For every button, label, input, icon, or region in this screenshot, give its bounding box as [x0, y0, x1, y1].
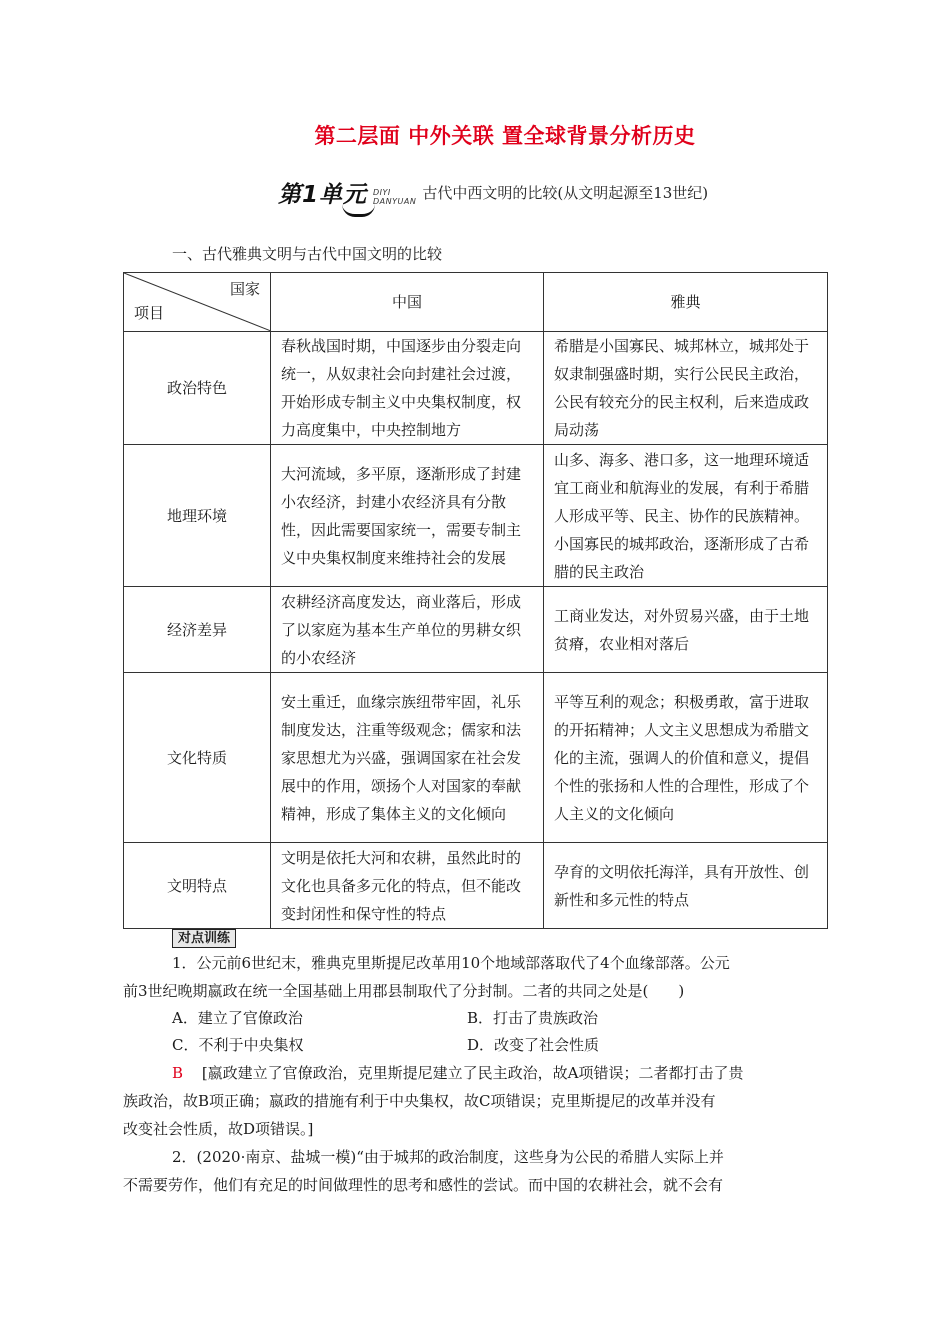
table-row [124, 332, 828, 445]
athens-cell: 工商业发达，对外贸易兴盛，由于土地贫瘠，农业相对落后 [544, 587, 828, 673]
comparison-table [123, 272, 828, 929]
question-1-line-1: 1．公元前6世纪末，雅典克里斯提尼改革用10个地域部落取代了4个血缘部落。公元 [172, 954, 730, 972]
table-row [124, 673, 828, 843]
unit-subtitle: 古代中西文明的比较(从文明起源至13世纪) [422, 183, 709, 202]
table-row [124, 587, 828, 673]
unit-header [278, 172, 708, 212]
athens-cell: 平等互利的观念；积极勇敢，富于进取的开拓精神；人文主义思想成为希腊文化的主流，强调人的价值和意义，提倡个性的张扬和人性的合理性，形成了个人主义的文化倾向 [544, 673, 828, 843]
answer-explanation-line-2: 族政治，故B项正确；嬴政的措施有利于中央集权，故C项错误；克里斯提尼的改革并没有 [123, 1092, 716, 1110]
athens-cell: 孕育的文明依托海洋，具有开放性、创新性和多元性的特点 [544, 843, 828, 929]
table-corner-cell [124, 273, 271, 332]
athens-cell: 希腊是小国寡民、城邦林立，城邦处于奴隶制强盛时期，实行公民民主政治，公民有较充分的民主权利，后来造成政局动荡 [544, 332, 828, 445]
unit-pinyin [373, 188, 416, 206]
option-b: B．打击了贵族政治 [467, 1009, 599, 1027]
table-row [124, 445, 828, 587]
page-title: 第二层面 中外关联 置全球背景分析历史 [314, 124, 696, 148]
column-header-china: 中国 [271, 273, 544, 332]
question-2-line-2: 不需要劳作，他们有充足的时间做理性的思考和感性的尝试。而中国的农耕社会，就不会有 [123, 1176, 724, 1194]
option-a: A．建立了官僚政治 [172, 1009, 303, 1027]
row-label: 政治特色 [124, 332, 271, 445]
corner-label-item: 项目 [134, 304, 165, 322]
row-label: 经济差异 [124, 587, 271, 673]
question-2-line-1: 2．(2020·南京、盐城一模)“由于城邦的政治制度，这些身为公民的希腊人实际上并 [172, 1148, 724, 1166]
practice-tag: 对点训练 [172, 929, 236, 948]
china-cell: 文明是依托大河和农耕，虽然此时的文化也具备多元化的特点，但不能改变封闭性和保守性的特点 [271, 843, 544, 929]
table-row [124, 843, 828, 929]
china-cell: 春秋战国时期，中国逐步由分裂走向统一，从奴隶社会向封建社会过渡，开始形成专制主义中央集权制度，权力高度集中，中央控制地方 [271, 332, 544, 445]
question-1-line-2: 前3世纪晚期嬴政在统一全国基础上用郡县制取代了分封制。二者的共同之处是( ) [123, 982, 685, 1000]
column-header-athens: 雅典 [544, 273, 828, 332]
answer-explanation-line-1 [172, 1058, 744, 1088]
table-header-row [124, 273, 828, 332]
option-c: C．不利于中央集权 [172, 1036, 304, 1054]
row-label: 地理环境 [124, 445, 271, 587]
corner-label-country: 国家 [229, 280, 260, 298]
row-label: 文化特质 [124, 673, 271, 843]
answer-explanation-line-3: 改变社会性质，故D项错误。] [123, 1120, 314, 1138]
china-cell: 大河流域，多平原，逐渐形成了封建小农经济，封建小农经济具有分散性，因此需要国家统一，需要专制主义中央集权制度来维持社会的发展 [271, 445, 544, 587]
china-cell: 安土重迁，血缘宗族纽带牢固，礼乐制度发达，注重等级观念；儒家和法家思想尤为兴盛，强调国家在社会发展中的作用，颂扬个人对国家的奉献精神，形成了集体主义的文化倾向 [271, 673, 544, 843]
unit-pinyin-line1: DIYI [373, 188, 391, 197]
china-cell: 农耕经济高度发达，商业落后，形成了以家庭为基本生产单位的男耕女织的小农经济 [271, 587, 544, 673]
answer-letter: B [172, 1064, 184, 1082]
section-heading: 一、古代雅典文明与古代中国文明的比较 [172, 245, 443, 263]
option-d: D．改变了社会性质 [467, 1036, 600, 1054]
row-label: 文明特点 [124, 843, 271, 929]
explanation-text: [嬴政建立了官僚政治，克里斯提尼建立了民主政治，故A项错误；二者都打击了贵 [201, 1064, 744, 1082]
unit-pinyin-line2: DANYUAN [373, 197, 417, 206]
unit-badge: 第1单元 [278, 176, 367, 209]
athens-cell: 山多、海多、港口多，这一地理环境适宜工商业和航海业的发展，有利于希腊人形成平等、民主、协作的民族精神。小国寡民的城邦政治，逐渐形成了古希腊的民主政治 [544, 445, 828, 587]
